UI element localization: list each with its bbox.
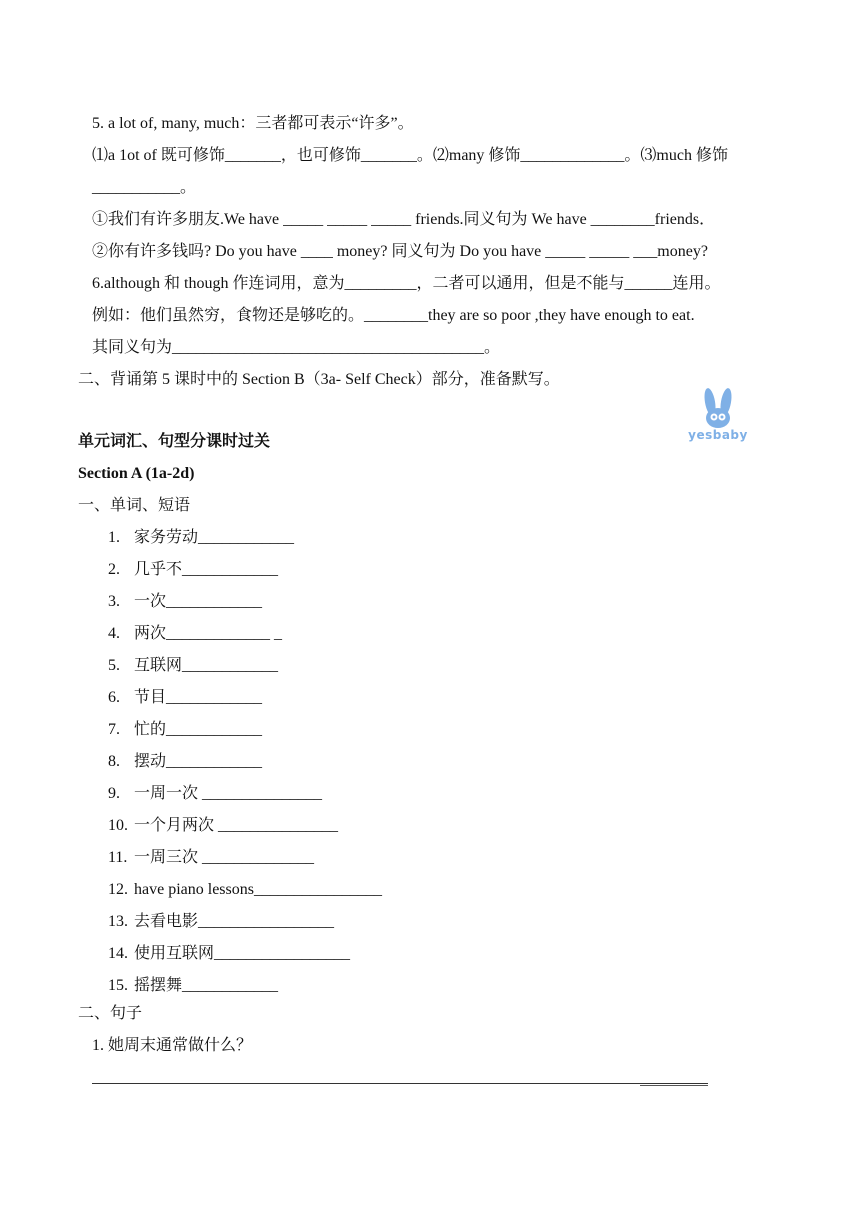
note-item-5: 5. a lot of, many, much：三者都可表示“许多”。	[92, 115, 414, 132]
vocab-item-text: have piano lessons________________	[134, 881, 382, 898]
vocab-item-text: 使用互联网_________________	[134, 945, 351, 962]
vocab-item-text: 几乎不____________	[134, 561, 279, 578]
vocab-item-number: 11.	[108, 849, 128, 866]
vocab-item	[108, 976, 278, 996]
vocab-item-text: 一周一次 _______________	[134, 785, 323, 802]
vocab-item-number: 9.	[108, 785, 120, 802]
vocab-item-number: 15.	[108, 977, 128, 994]
vocab-item	[108, 624, 282, 644]
vocab-item-number: 12.	[108, 881, 128, 898]
vocab-item	[108, 880, 382, 900]
sentence-item-number: 1.	[92, 1037, 104, 1054]
vocab-item-text: 去看电影_________________	[134, 913, 335, 930]
part2-title: 二、句子	[78, 1005, 143, 1022]
note-item-6-synonym: 其同义句为_______________________________________。	[92, 339, 501, 356]
vocab-item-text: 一次____________	[134, 593, 263, 610]
vocab-item-text: 一周三次 ______________	[134, 849, 315, 866]
note-item-5-sub1-cont: ___________。	[92, 179, 197, 196]
sentence-item-text: 她周末通常做什么？	[108, 1037, 253, 1054]
vocab-item-number: 10.	[108, 817, 128, 834]
vocab-item-text: 家务劳动____________	[134, 529, 295, 546]
vocab-item	[108, 784, 322, 804]
vocab-item	[108, 816, 338, 836]
note-item-5-sub1: ⑴a 1ot of 既可修饰_______，也可修饰_______。⑵many 修饰_____________。⑶much 修饰	[92, 147, 728, 164]
vocab-item-number: 8.	[108, 753, 120, 770]
vocab-item-number: 6.	[108, 689, 120, 706]
sentence-item	[92, 1036, 252, 1056]
note-item-6-example: 例如：他们虽然穷，食物还是够吃的。________they are so poor ,they have enough to eat.	[92, 307, 695, 324]
vocab-item	[108, 848, 314, 868]
rabbit-icon	[686, 386, 750, 430]
vocab-item	[108, 528, 294, 548]
vocab-item-text: 节目____________	[134, 689, 263, 706]
vocab-item-number: 14.	[108, 945, 128, 962]
vocab-item-text: 摇摆舞____________	[134, 977, 279, 994]
vocab-item	[108, 944, 350, 964]
logo-text: yesbaby	[688, 428, 748, 442]
vocab-item-text: 两次_____________ _	[134, 625, 283, 642]
vocab-item-number: 4.	[108, 625, 120, 642]
vocab-item-number: 5.	[108, 657, 120, 674]
vocab-item-text: 互联网____________	[134, 657, 279, 674]
note-example-2: ②你有许多钱吗? Do you have ____ money? 同义句为 Do you have _____ _____ ___money?	[92, 243, 708, 260]
vocab-item-number: 13.	[108, 913, 128, 930]
vocab-item-number: 3.	[108, 593, 120, 610]
vocab-item-text: 一个月两次 _______________	[134, 817, 339, 834]
vocab-item-number: 1.	[108, 529, 120, 546]
note-example-1: ①我们有许多朋友.We have _____ _____ _____ friends.同义句为 We have ________friends．	[92, 211, 716, 228]
note-item-6: 6.although 和 though 作连词用，意为_________，二者可以通用，但是不能与______连用。	[92, 275, 721, 292]
answer-line	[92, 1083, 708, 1084]
vocab-item	[108, 560, 278, 580]
part1-title: 一、单词、短语	[78, 497, 191, 514]
vocab-item-text: 忙的____________	[134, 721, 263, 738]
vocab-item-text: 摆动____________	[134, 753, 263, 770]
vocab-item	[108, 752, 262, 772]
vocab-item	[108, 912, 334, 932]
yesbaby-logo	[686, 386, 750, 450]
vocab-item-number: 7.	[108, 721, 120, 738]
section-title: Section A (1a-2d)	[78, 465, 195, 482]
vocab-item	[108, 656, 278, 676]
vocab-item	[108, 688, 262, 708]
vocab-item-number: 2.	[108, 561, 120, 578]
unit-title: 单元词汇、句型分课时过关	[78, 433, 271, 450]
part2-recite: 二、背诵第 5 课时中的 Section B（3a- Self Check）部分，准备默写。	[78, 371, 560, 388]
vocab-item	[108, 592, 262, 612]
vocab-item	[108, 720, 262, 740]
answer-line-tail	[640, 1085, 708, 1086]
